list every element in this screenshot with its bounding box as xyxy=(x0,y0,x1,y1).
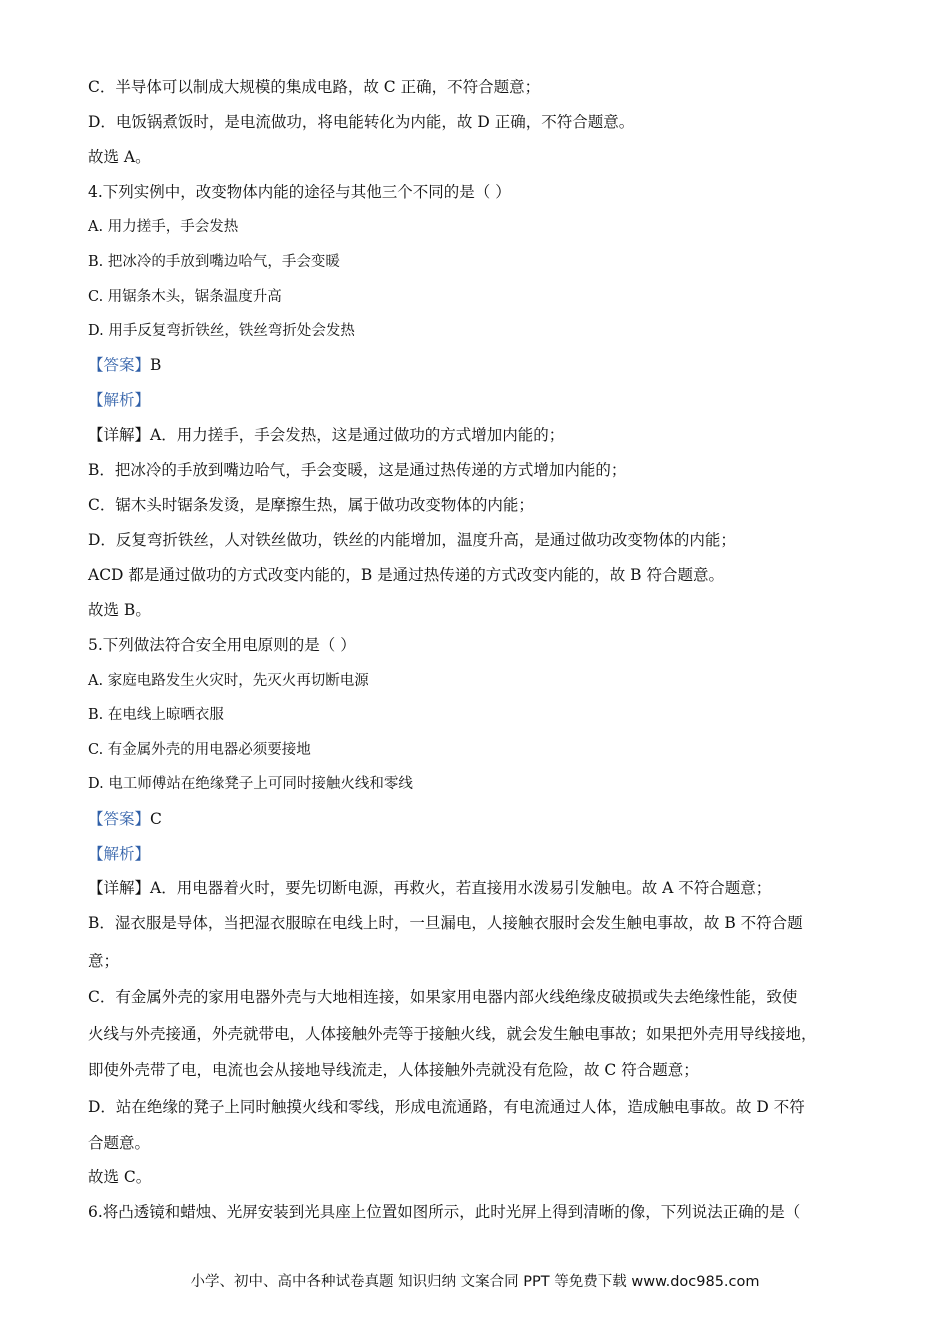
answer-line xyxy=(88,354,878,376)
text-line: ACD 都是通过做功的方式改变内能的，B 是通过热传递的方式改变内能的，故 B 符合题意。 xyxy=(88,566,724,584)
page-footer: 小学、初中、高中各种试卷真题 知识归纳 文案合同 PPT 等免费下载 www.doc985.com xyxy=(190,1274,760,1290)
text-line: 【详解】A．用电器着火时，要先切断电源，再救火，若直接用水泼易引发触电。故 A 不符合题意； xyxy=(88,879,772,897)
option-b: B. 把冰冷的手放到嘴边哈气，手会变暖 xyxy=(88,254,340,270)
text-line: B．湿衣服是导体，当把湿衣服晾在电线上时，一旦漏电，人接触衣服时会发生触电事故，故 B 不符合题 xyxy=(88,914,803,932)
option-d: D. 电工师傅站在绝缘凳子上可同时接触火线和零线 xyxy=(88,776,413,792)
question-5-stem: 5.下列做法符合安全用电原则的是（ ） xyxy=(88,636,356,654)
text-line: 意； xyxy=(88,952,120,970)
text-line: 合题意。 xyxy=(88,1134,151,1152)
text-line: 火线与外壳接通，外壳就带电，人体接触外壳等于接触火线，就会发生触电事故；如果把外壳用导线接地， xyxy=(88,1025,817,1043)
text-line: D．反复弯折铁丝，人对铁丝做功，铁丝的内能增加，温度升高，是通过做功改变物体的内能； xyxy=(88,531,736,549)
analysis-tag: 【解析】 xyxy=(88,845,151,863)
question-6-stem: 6.将凸透镜和蜡烛、光屏安装到光具座上位置如图所示，此时光屏上得到清晰的像，下列说法正确的是（ xyxy=(88,1203,801,1221)
text-line: C．锯木头时锯条发烫，是摩擦生热，属于做功改变物体的内能； xyxy=(88,496,534,514)
text-line: D．站在绝缘的凳子上同时触摸火线和零线，形成电流通路，有电流通过人体，造成触电事故。故 D 不符 xyxy=(88,1098,805,1116)
option-a: A. 家庭电路发生火灾时，先灭火再切断电源 xyxy=(88,673,369,689)
answer-line xyxy=(88,808,878,830)
option-d: D. 用手反复弯折铁丝，铁丝弯折处会发热 xyxy=(88,323,355,339)
question-4-stem: 4.下列实例中，改变物体内能的途径与其他三个不同的是（ ） xyxy=(88,183,511,201)
text-line: 故选 B。 xyxy=(88,601,151,619)
text-line: 【详解】A．用力搓手，手会发热，这是通过做功的方式增加内能的； xyxy=(88,426,565,444)
text-line: 即使外壳带了电，电流也会从接地导线流走，人体接触外壳就没有危险，故 C 符合题意； xyxy=(88,1061,699,1079)
option-c: C. 用锯条木头，锯条温度升高 xyxy=(88,289,282,305)
text-line: B．把冰冷的手放到嘴边哈气，手会变暖，这是通过热传递的方式增加内能的； xyxy=(88,461,627,479)
analysis-tag: 【解析】 xyxy=(88,391,151,409)
text-line: C．有金属外壳的家用电器外壳与大地相连接，如果家用电器内部火线绝缘皮破损或失去绝缘性能，致使 xyxy=(88,988,798,1006)
text-line: C．半导体可以制成大规模的集成电路，故 C 正确，不符合题意； xyxy=(88,78,541,96)
answer-value: B xyxy=(150,356,162,374)
text-line: 故选 C。 xyxy=(88,1168,152,1186)
option-b: B. 在电线上晾晒衣服 xyxy=(88,707,224,723)
answer-tag: 【答案】 xyxy=(88,356,151,374)
answer-value: C xyxy=(150,810,162,828)
option-c: C. 有金属外壳的用电器必须要接地 xyxy=(88,742,311,758)
option-a: A. 用力搓手，手会发热 xyxy=(88,219,239,235)
text-line: D．电饭锅煮饭时，是电流做功，将电能转化为内能，故 D 正确，不符合题意。 xyxy=(88,113,635,131)
answer-tag: 【答案】 xyxy=(88,810,151,828)
text-line: 故选 A。 xyxy=(88,148,151,166)
